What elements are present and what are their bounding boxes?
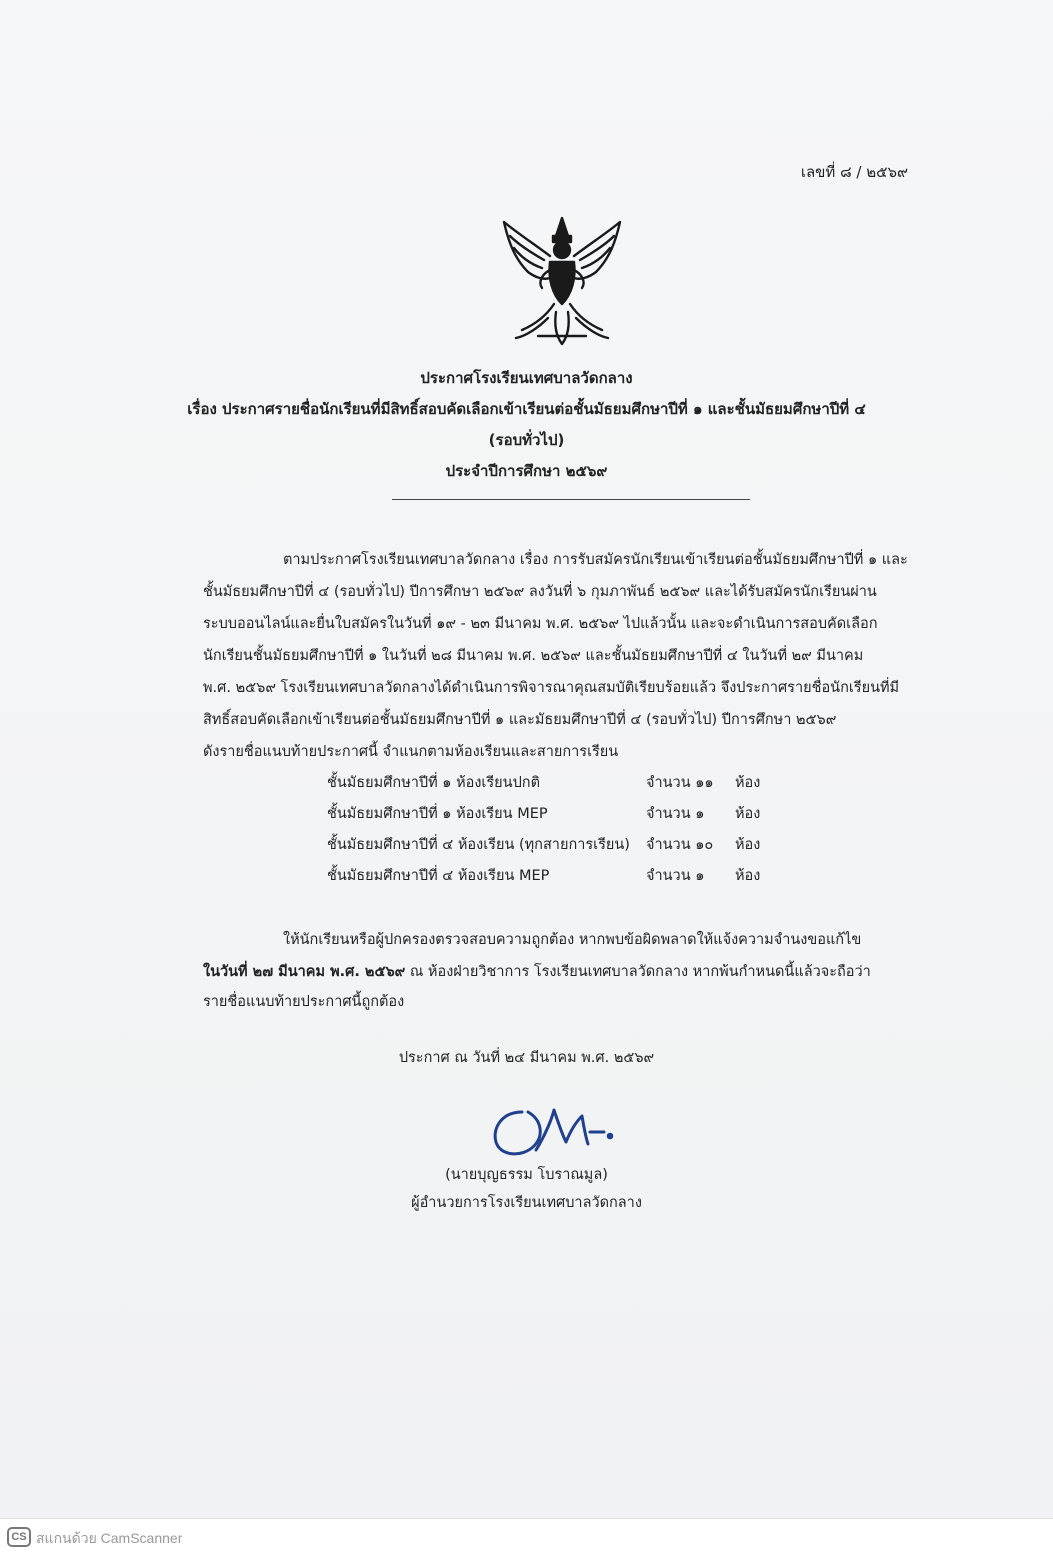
notice-line: รายชื่อแนบท้ายประกาศนี้ถูกต้อง xyxy=(203,994,405,1010)
class-row-unit: ห้อง xyxy=(735,868,761,884)
class-row-label: ชั้นมัธยมศึกษาปีที่ ๔ ห้องเรียน MEP xyxy=(327,868,550,884)
notice-line-rest: ณ ห้องฝ่ายวิชาการ โรงเรียนเทศบาลวัดกลาง หากพ้นกำหนดนี้แล้วจะถือว่า xyxy=(405,964,871,980)
title-divider xyxy=(392,499,750,500)
body-line: ระบบออนไลน์และยื่นใบสมัครในวันที่ ๑๙ - ๒๓ มีนาคม พ.ศ. ๒๕๖๙ ไปแล้วนั้น และจะดำเนินการสอบคัดเลือก xyxy=(203,616,878,632)
body-line: นักเรียนชั้นมัธยมศึกษาปีที่ ๑ ในวันที่ ๒๘ มีนาคม พ.ศ. ๒๕๖๙ และชั้นมัธยมศึกษาปีที่ ๔ ในวันที่ ๒๙ มีนาคม xyxy=(203,648,864,664)
class-row-amount: จำนวน ๑๐ xyxy=(646,837,714,853)
class-row-unit: ห้อง xyxy=(735,837,761,853)
body-line: พ.ศ. ๒๕๖๙ โรงเรียนเทศบาลวัดกลางได้ดำเนินการพิจารณาคุณสมบัติเรียบร้อยแล้ว จึงประกาศรายชื่อนักเรียนที่มี xyxy=(203,680,900,696)
correction-deadline: ในวันที่ ๒๗ มีนาคม พ.ศ. ๒๕๖๙ xyxy=(203,964,406,980)
scanner-watermark-bar xyxy=(0,1518,1053,1556)
signer-position: ผู้อำนวยการโรงเรียนเทศบาลวัดกลาง xyxy=(411,1195,642,1211)
notice-line xyxy=(203,960,871,983)
announcement-heading: ประกาศโรงเรียนเทศบาลวัดกลาง xyxy=(420,369,633,387)
body-line: ชั้นมัธยมศึกษาปีที่ ๔ (รอบทั่วไป) ปีการศึกษา ๒๕๖๙ ลงวันที่ ๖ กุมภาพันธ์ ๒๕๖๙ และได้รับสมัครนักเรียนผ่าน xyxy=(203,584,877,600)
class-row-label: ชั้นมัธยมศึกษาปีที่ ๑ ห้องเรียนปกติ xyxy=(327,775,540,791)
class-row-amount: จำนวน ๑ xyxy=(646,868,705,884)
notice-line: ให้นักเรียนหรือผู้ปกครองตรวจสอบความถูกต้อง หากพบข้อผิดพลาดให้แจ้งความจำนงขอแก้ไข xyxy=(283,932,862,948)
class-row-amount: จำนวน ๑๑ xyxy=(646,775,714,791)
body-line: ดังรายชื่อแนบท้ายประกาศนี้ จำแนกตามห้องเรียนและสายการเรียน xyxy=(203,744,619,760)
class-row-label: ชั้นมัธยมศึกษาปีที่ ๑ ห้องเรียน MEP xyxy=(327,806,548,822)
garuda-emblem-icon xyxy=(498,212,626,348)
announcement-subject: เรื่อง ประกาศรายชื่อนักเรียนที่มีสิทธิ์สอบคัดเลือกเข้าเรียนต่อชั้นมัธยมศึกษาปีที่ ๑ และชั้นมัธยมศึกษาปีที่ ๔ xyxy=(187,400,866,418)
class-row-unit: ห้อง xyxy=(735,775,761,791)
signature-icon xyxy=(488,1098,618,1164)
announcement-round: (รอบทั่วไป) xyxy=(488,431,565,449)
class-row-label: ชั้นมัธยมศึกษาปีที่ ๔ ห้องเรียน (ทุกสายการเรียน) xyxy=(327,837,630,853)
document-number: เลขที่ ๘ / ๒๕๖๙ xyxy=(800,163,908,181)
announcement-year: ประจำปีการศึกษา ๒๕๖๙ xyxy=(445,462,608,480)
announce-date: ประกาศ ณ วันที่ ๒๔ มีนาคม พ.ศ. ๒๕๖๙ xyxy=(398,1050,655,1066)
class-row-amount: จำนวน ๑ xyxy=(646,806,705,822)
camscanner-logo-icon: CS xyxy=(7,1527,31,1547)
signer-name: (นายบุญธรรม โบราณมูล) xyxy=(445,1167,608,1183)
body-line: ตามประกาศโรงเรียนเทศบาลวัดกลาง เรื่อง การรับสมัครนักเรียนเข้าเรียนต่อชั้นมัธยมศึกษาปีที่ ๑ และ xyxy=(283,552,908,568)
scanner-watermark-text: สแกนด้วย CamScanner xyxy=(36,1530,183,1546)
class-row-unit: ห้อง xyxy=(735,806,761,822)
body-line: สิทธิ์สอบคัดเลือกเข้าเรียนต่อชั้นมัธยมศึกษาปีที่ ๑ และมัธยมศึกษาปีที่ ๔ (รอบทั่วไป) ปีการศึกษา ๒๕๖๙ xyxy=(203,712,837,728)
